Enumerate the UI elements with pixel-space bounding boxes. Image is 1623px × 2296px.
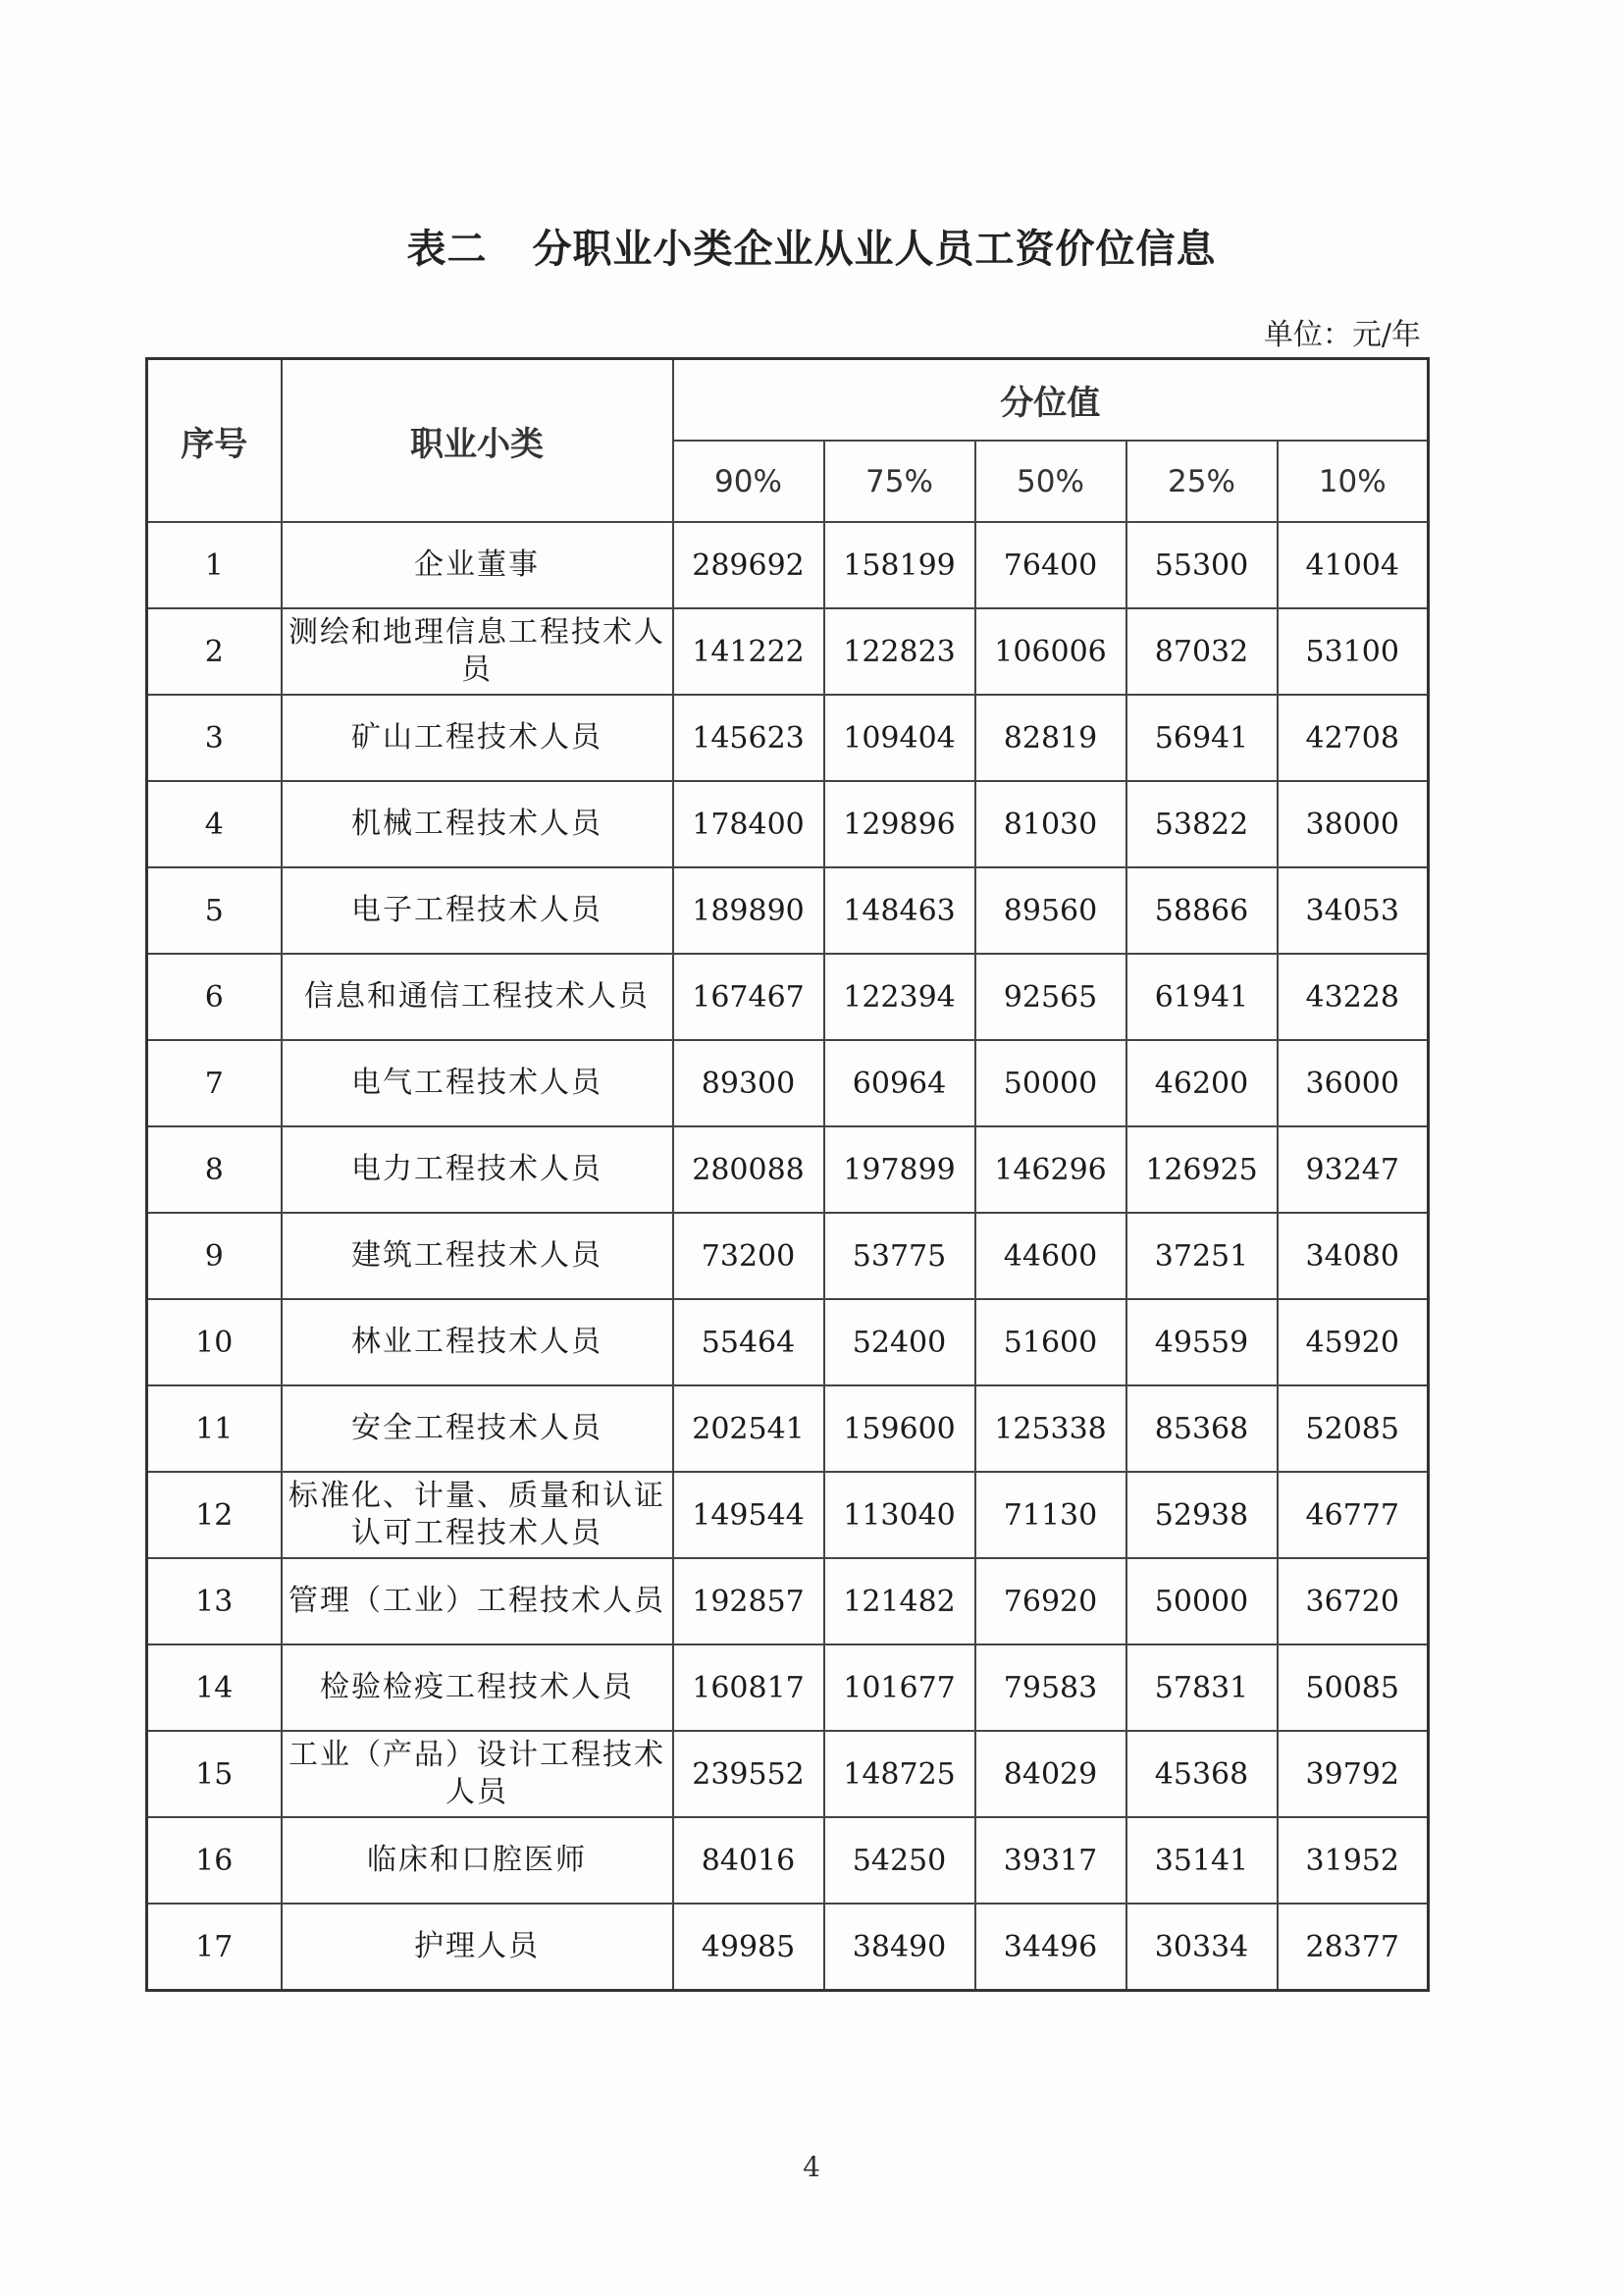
row-value-p90: 149544 [673, 1472, 824, 1558]
table-row [147, 1817, 1429, 1904]
row-occupation: 电子工程技术人员 [282, 867, 673, 954]
row-value-p10: 42708 [1278, 695, 1429, 781]
row-value-p25: 50000 [1126, 1558, 1278, 1644]
row-value-p25: 46200 [1126, 1040, 1278, 1126]
row-occupation: 建筑工程技术人员 [282, 1213, 673, 1299]
row-value-p75: 60964 [824, 1040, 975, 1126]
row-seq: 9 [147, 1213, 282, 1299]
row-occupation: 企业董事 [282, 522, 673, 608]
row-value-p75: 122823 [824, 608, 975, 695]
row-value-p75: 148725 [824, 1731, 975, 1817]
row-value-p75: 148463 [824, 867, 975, 954]
row-value-p90: 160817 [673, 1644, 824, 1731]
row-value-p25: 37251 [1126, 1213, 1278, 1299]
table-row [147, 954, 1429, 1040]
row-value-p50: 81030 [975, 781, 1126, 867]
row-value-p75: 54250 [824, 1817, 975, 1904]
row-value-p10: 36000 [1278, 1040, 1429, 1126]
row-occupation: 管理（工业）工程技术人员 [282, 1558, 673, 1644]
row-seq: 10 [147, 1299, 282, 1385]
row-value-p50: 84029 [975, 1731, 1126, 1817]
row-value-p50: 51600 [975, 1299, 1126, 1385]
row-seq: 11 [147, 1385, 282, 1472]
row-value-p90: 73200 [673, 1213, 824, 1299]
row-value-p25: 45368 [1126, 1731, 1278, 1817]
table-row [147, 867, 1429, 954]
header-p90: 90% [673, 441, 824, 522]
row-occupation: 电气工程技术人员 [282, 1040, 673, 1126]
row-seq: 14 [147, 1644, 282, 1731]
row-value-p50: 92565 [975, 954, 1126, 1040]
table-row [147, 1904, 1429, 1991]
table-title-label: 表二 [406, 227, 488, 272]
table-row [147, 608, 1429, 695]
row-seq: 12 [147, 1472, 282, 1558]
header-p50: 50% [975, 441, 1126, 522]
row-value-p50: 125338 [975, 1385, 1126, 1472]
row-value-p75: 38490 [824, 1904, 975, 1991]
row-seq: 6 [147, 954, 282, 1040]
row-occupation: 电力工程技术人员 [282, 1126, 673, 1213]
header-p25: 25% [1126, 441, 1278, 522]
salary-table [145, 357, 1430, 1992]
header-percentile-group: 分位值 [673, 359, 1429, 442]
row-value-p10: 53100 [1278, 608, 1429, 695]
row-value-p10: 43228 [1278, 954, 1429, 1040]
row-occupation: 护理人员 [282, 1904, 673, 1991]
row-occupation: 安全工程技术人员 [282, 1385, 673, 1472]
row-value-p25: 52938 [1126, 1472, 1278, 1558]
header-seq: 序号 [147, 359, 282, 523]
row-value-p10: 39792 [1278, 1731, 1429, 1817]
row-value-p10: 38000 [1278, 781, 1429, 867]
row-value-p25: 56941 [1126, 695, 1278, 781]
row-value-p90: 192857 [673, 1558, 824, 1644]
row-seq: 17 [147, 1904, 282, 1991]
row-value-p75: 113040 [824, 1472, 975, 1558]
unit-note: 单位：元/年 [1263, 318, 1421, 352]
header-row [147, 359, 1429, 442]
row-occupation: 信息和通信工程技术人员 [282, 954, 673, 1040]
header-p75: 75% [824, 441, 975, 522]
row-value-p50: 106006 [975, 608, 1126, 695]
row-value-p10: 52085 [1278, 1385, 1429, 1472]
row-seq: 1 [147, 522, 282, 608]
table-title-text: 分职业小类企业从业人员工资价位信息 [532, 227, 1217, 272]
row-value-p25: 55300 [1126, 522, 1278, 608]
row-seq: 15 [147, 1731, 282, 1817]
row-value-p25: 126925 [1126, 1126, 1278, 1213]
table-row [147, 695, 1429, 781]
row-value-p75: 53775 [824, 1213, 975, 1299]
row-value-p10: 45920 [1278, 1299, 1429, 1385]
table-row [147, 1126, 1429, 1213]
row-value-p50: 82819 [975, 695, 1126, 781]
row-value-p75: 159600 [824, 1385, 975, 1472]
row-value-p25: 53822 [1126, 781, 1278, 867]
row-value-p10: 28377 [1278, 1904, 1429, 1991]
table-row [147, 1644, 1429, 1731]
row-value-p25: 57831 [1126, 1644, 1278, 1731]
row-seq: 5 [147, 867, 282, 954]
row-value-p25: 49559 [1126, 1299, 1278, 1385]
row-value-p25: 35141 [1126, 1817, 1278, 1904]
row-value-p50: 34496 [975, 1904, 1126, 1991]
table-row [147, 781, 1429, 867]
row-value-p90: 167467 [673, 954, 824, 1040]
table-row [147, 1472, 1429, 1558]
row-value-p50: 76400 [975, 522, 1126, 608]
row-value-p50: 89560 [975, 867, 1126, 954]
row-value-p50: 71130 [975, 1472, 1126, 1558]
row-seq: 7 [147, 1040, 282, 1126]
row-value-p75: 129896 [824, 781, 975, 867]
row-value-p10: 46777 [1278, 1472, 1429, 1558]
row-occupation: 临床和口腔医师 [282, 1817, 673, 1904]
row-value-p10: 41004 [1278, 522, 1429, 608]
row-seq: 4 [147, 781, 282, 867]
table-row [147, 1558, 1429, 1644]
row-value-p50: 76920 [975, 1558, 1126, 1644]
row-value-p25: 58866 [1126, 867, 1278, 954]
row-value-p10: 34080 [1278, 1213, 1429, 1299]
row-seq: 13 [147, 1558, 282, 1644]
table-row [147, 1299, 1429, 1385]
row-value-p10: 34053 [1278, 867, 1429, 954]
row-occupation: 林业工程技术人员 [282, 1299, 673, 1385]
row-value-p90: 239552 [673, 1731, 824, 1817]
row-value-p75: 197899 [824, 1126, 975, 1213]
row-value-p50: 39317 [975, 1817, 1126, 1904]
row-value-p90: 178400 [673, 781, 824, 867]
row-value-p90: 189890 [673, 867, 824, 954]
row-value-p25: 30334 [1126, 1904, 1278, 1991]
header-occupation: 职业小类 [282, 359, 673, 523]
row-value-p90: 280088 [673, 1126, 824, 1213]
row-value-p75: 52400 [824, 1299, 975, 1385]
row-occupation: 矿山工程技术人员 [282, 695, 673, 781]
row-value-p10: 50085 [1278, 1644, 1429, 1731]
row-value-p10: 36720 [1278, 1558, 1429, 1644]
table-row [147, 1213, 1429, 1299]
row-value-p90: 141222 [673, 608, 824, 695]
row-value-p50: 79583 [975, 1644, 1126, 1731]
row-occupation: 检验检疫工程技术人员 [282, 1644, 673, 1731]
row-value-p50: 146296 [975, 1126, 1126, 1213]
row-occupation: 机械工程技术人员 [282, 781, 673, 867]
page-number: 4 [803, 2151, 820, 2183]
table-body [147, 522, 1429, 1991]
row-value-p25: 61941 [1126, 954, 1278, 1040]
row-seq: 16 [147, 1817, 282, 1904]
row-value-p25: 85368 [1126, 1385, 1278, 1472]
row-value-p75: 121482 [824, 1558, 975, 1644]
table-row [147, 1731, 1429, 1817]
row-value-p90: 202541 [673, 1385, 824, 1472]
row-seq: 8 [147, 1126, 282, 1213]
row-value-p50: 50000 [975, 1040, 1126, 1126]
row-seq: 2 [147, 608, 282, 695]
table-row [147, 522, 1429, 608]
row-value-p90: 84016 [673, 1817, 824, 1904]
row-value-p90: 289692 [673, 522, 824, 608]
row-value-p10: 93247 [1278, 1126, 1429, 1213]
row-value-p75: 101677 [824, 1644, 975, 1731]
row-value-p75: 122394 [824, 954, 975, 1040]
row-occupation: 工业（产品）设计工程技术人员 [282, 1731, 673, 1817]
table-title [0, 218, 1623, 274]
row-value-p75: 158199 [824, 522, 975, 608]
row-value-p75: 109404 [824, 695, 975, 781]
row-value-p25: 87032 [1126, 608, 1278, 695]
row-value-p10: 31952 [1278, 1817, 1429, 1904]
row-occupation: 标准化、计量、质量和认证认可工程技术人员 [282, 1472, 673, 1558]
row-occupation: 测绘和地理信息工程技术人员 [282, 608, 673, 695]
row-value-p50: 44600 [975, 1213, 1126, 1299]
row-seq: 3 [147, 695, 282, 781]
row-value-p90: 145623 [673, 695, 824, 781]
table-row [147, 1040, 1429, 1126]
header-p10: 10% [1278, 441, 1429, 522]
table-row [147, 1385, 1429, 1472]
row-value-p90: 55464 [673, 1299, 824, 1385]
row-value-p90: 49985 [673, 1904, 824, 1991]
row-value-p90: 89300 [673, 1040, 824, 1126]
